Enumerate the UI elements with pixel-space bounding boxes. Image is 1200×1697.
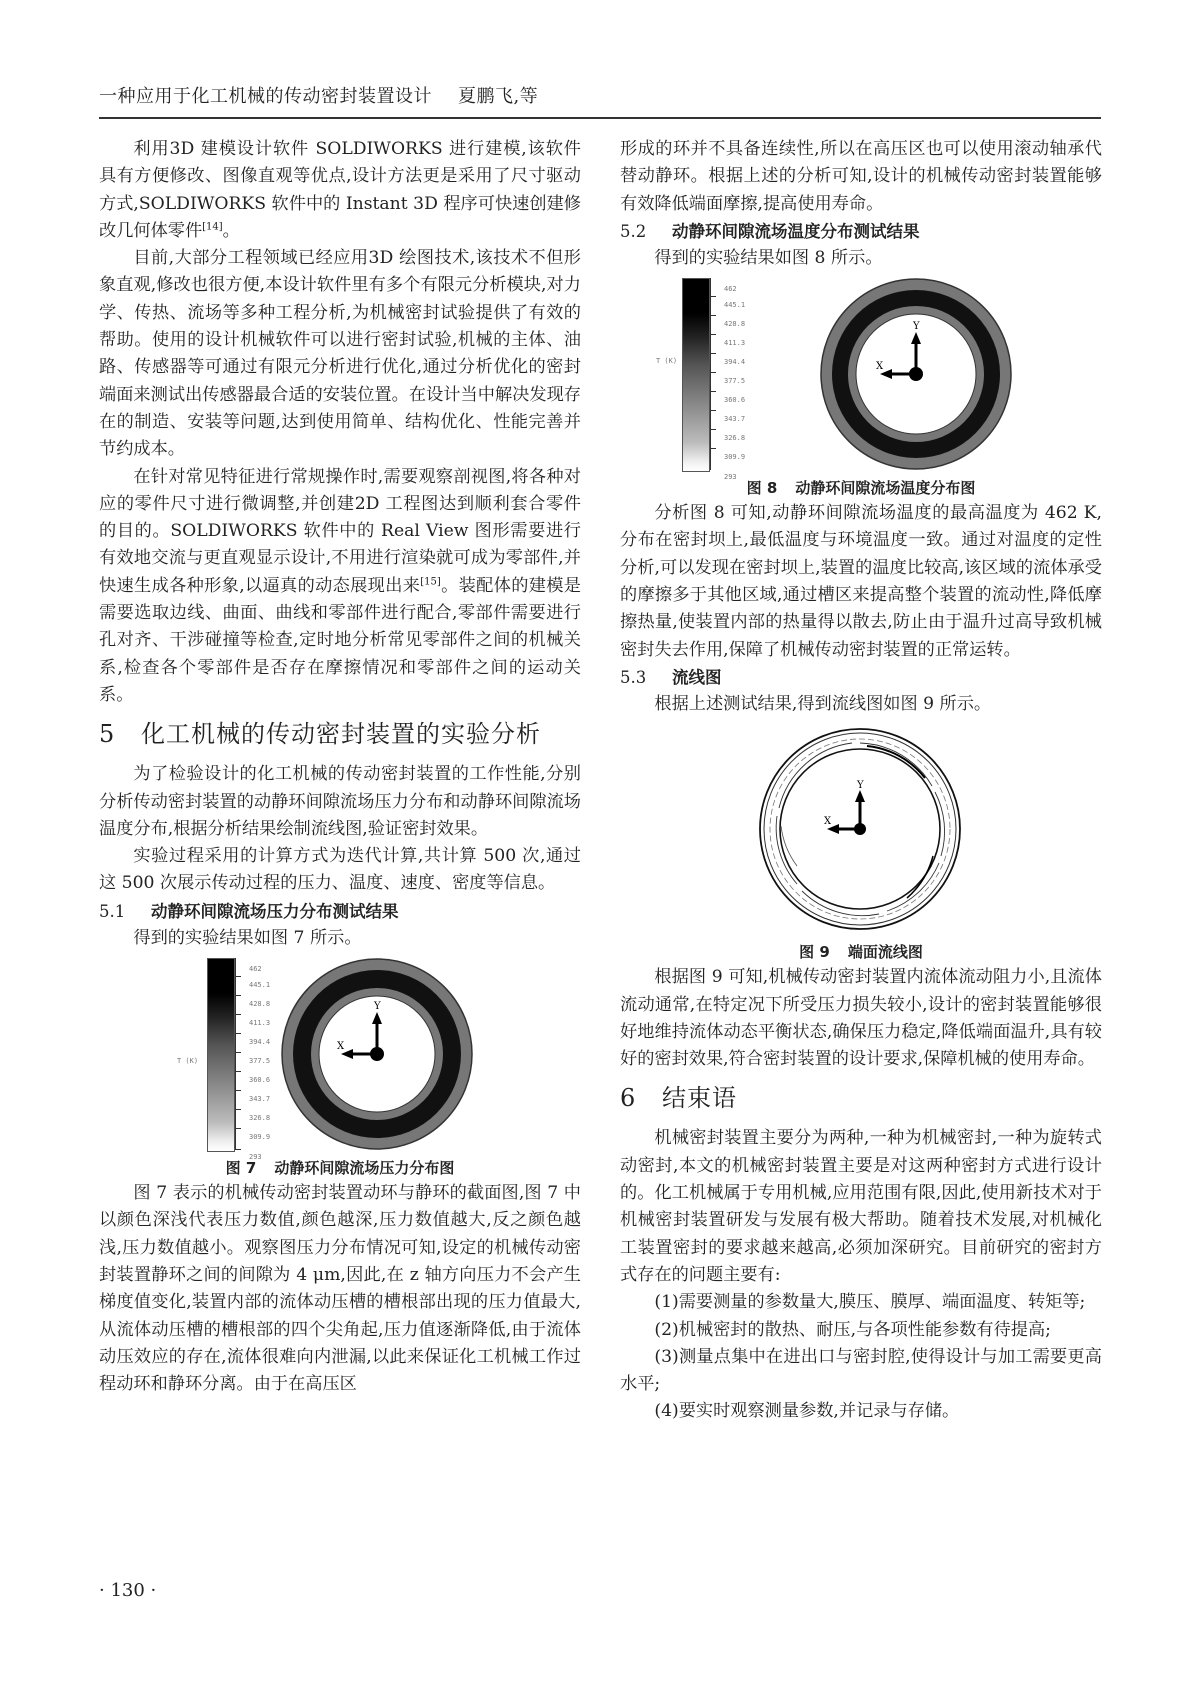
subsection-heading-5-2: 5.2 动静环间隙流场温度分布测试结果 bbox=[620, 221, 920, 241]
figure-9 bbox=[620, 722, 1102, 936]
paragraph: 图 7 表示的机械传动密封装置动环与静环的截面图,图 7 中以颜色深浅代表压力数值,颜色越深,压力数值越大,反之颜色越浅,压力数值越小。观察图压力分布情况可知,设定的机械传动密封装置静环之间的间隙为 4 μm,因此,在 z 轴方向压力不会产生梯度值变化,装置内部的流体动压槽的槽根部出现的压力值最大,从流体动压槽的槽根部的四个尖角起,压力值逐渐降低,由于流体动压效应的存在,流体很难向内泄漏,以此来保证化工机械工作过程动环和静环分离。由于在高压区 bbox=[99, 1183, 581, 1395]
paragraph: 得到的实验结果如图 8 所示。 bbox=[654, 247, 883, 268]
svg-text:Y: Y bbox=[857, 780, 864, 792]
subsection-heading-5-1: 5.1 动静环间隙流场压力分布测试结果 bbox=[99, 901, 399, 921]
list-item: (1)需要测量的参数量大,膜压、膜厚、端面温度、转矩等; bbox=[654, 1292, 1086, 1313]
citation-ref[interactable]: [15] bbox=[420, 576, 441, 588]
subsection-heading-5-3: 5.3 流线图 bbox=[620, 667, 722, 687]
seal-ring-pressure-plot bbox=[279, 956, 475, 1152]
list-item: (2)机械密封的散热、耐压,与各项性能参数有待提高; bbox=[654, 1319, 1051, 1340]
paragraph: 在针对常见特征进行常规操作时,需要观察剖视图,将各种对应的零件尺寸进行微调整,并创建2D 工程图达到顺利套合零件的目的。SOLDIWORKS 软件中的 Real View 图形需要进行有效地交流与更直观显示设计,不用进行渲染就可成为零部件,并快速生成各种形象,以逼真的动态展现出来[15]。装配体的建模是需要选取边线、曲面、曲线和零部件进行配合,零部件需要进行孔对齐、干涉碰撞等检查,定时地分析常见零部件之间的机械关系,检查各个零部件是否存在摩擦情况和零部件之间的运动关系。 bbox=[99, 466, 581, 705]
svg-text:Y: Y bbox=[913, 321, 920, 333]
paragraph: 机械密封装置主要分为两种,一种为机械密封,一种为旋转式动密封,本文的机械密封装置主要是对这两种密封方式进行设计的。化工机械属于专用机械,应用范围有限,因此,使用新技术对于机械密封装置研发与发展有极大帮助。随着技术发展,对机械化工装置密封的要求越来越高,必须加深研究。目前研究的密封方式存在的问题主要有: bbox=[620, 1128, 1102, 1285]
left-column bbox=[99, 136, 581, 1398]
citation-ref[interactable]: [14] bbox=[202, 221, 223, 233]
colorbar-gradient bbox=[682, 278, 710, 472]
paragraph: 利用3D 建模设计软件 SOLDIWORKS 进行建模,该软件具有方便修改、图像直观等优点,设计方法更是采用了尺寸驱动方式,SOLDIWORKS 软件中的 Instant 3D 程序可快速创建修改几何体零件[14]。 bbox=[99, 139, 581, 241]
article-title: 一种应用于化工机械的传动密封装置设计 bbox=[99, 86, 432, 107]
svg-text:X: X bbox=[337, 1041, 345, 1053]
paragraph: 得到的实验结果如图 7 所示。 bbox=[133, 927, 362, 948]
paragraph: 根据图 9 可知,机械传动密封装置内流体流动阻力小,且流体流动通常,在特定况下所受压力损失较小,设计的密封装置能够很好地维持流体动态平衡状态,确保压力稳定,降低端面温升,具有较好的密封效果,符合密封装置的设计要求,保障机械的使用寿命。 bbox=[620, 967, 1102, 1070]
paragraph: 目前,大部分工程领域已经应用3D 绘图技术,该技术不但形象直观,修改也很方便,本设计软件里有多个有限元分析模块,对力学、传热、流场等多种工程分析,为机械密封试验提供了有效的帮助。使用的设计机械软件可以进行密封试验,机械的主体、油路、传感器等可通过有限元分析进行优化,通过分析优化的密封端面来测试出传感器最合适的安装位置。在设计当中解决发现存在的制造、安装等问题,达到使用简单、结构优化、性能完善并节约成本。 bbox=[99, 248, 581, 460]
colorbar-gradient bbox=[207, 958, 235, 1152]
list-item: (4)要实时观察测量参数,并记录与存储。 bbox=[654, 1401, 960, 1422]
paragraph: 形成的环并不具备连续性,所以在高压区也可以使用滚动轴承代替动静环。根据上述的分析可知,设计的机械传动密封装置能够有效降低端面摩擦,提高使用寿命。 bbox=[620, 139, 1102, 214]
figure-8: T (K) 462 445.1 428.8 411.3 394.4 377.5 360.6 343.7 326.8 309.9 293 Y X bbox=[620, 276, 1102, 472]
right-column bbox=[620, 136, 1102, 1426]
svg-text:X: X bbox=[876, 361, 884, 373]
paragraph: 分析图 8 可知,动静环间隙流场温度的最高温度为 462 K,分布在密封坝上,最低温度与环境温度一致。通过对温度的定性分析,可以发现在密封坝上,装置的温度比较高,该区域的流体承受的摩擦多于其他区域,通过槽区来提高整个装置的流动性,降低摩擦热量,使装置内部的热量得以散去,防止由于温升过高导致机械密封失去作用,保障了机械传动密封装置的正常运转。 bbox=[620, 503, 1102, 660]
figure-7: T (K) 462 445.1 428.8 411.3 394.4 377.5 360.6 343.7 326.8 309.9 293 Y X bbox=[99, 956, 581, 1152]
problem-list bbox=[620, 1289, 1102, 1425]
svg-text:X: X bbox=[824, 816, 832, 828]
figure-7-caption: 图 7 动静环间隙流场压力分布图 bbox=[225, 1159, 455, 1178]
figure-8-caption: 图 8 动静环间隙流场温度分布图 bbox=[746, 479, 976, 498]
paragraph: 为了检验设计的化工机械的传动密封装置的工作性能,分别分析传动密封装置的动静环间隙流场压力分布和动静环间隙流场温度分布,根据分析结果绘制流线图,验证密封效果。 bbox=[99, 764, 581, 839]
paragraph: 根据上述测试结果,得到流线图如图 9 所示。 bbox=[654, 693, 992, 714]
header-rule bbox=[99, 117, 1101, 119]
section-heading-6: 6 结束语 bbox=[620, 1084, 737, 1113]
streamline-plot bbox=[757, 726, 963, 932]
paragraph: 实验过程采用的计算方式为迭代计算,共计算 500 次,通过这 500 次展示传动过程的压力、温度、速度、密度等信息。 bbox=[99, 846, 581, 894]
running-header bbox=[99, 82, 538, 108]
svg-text:Y: Y bbox=[374, 1001, 381, 1013]
section-heading-5: 5 化工机械的传动密封装置的实验分析 bbox=[99, 720, 541, 749]
article-authors: 夏鹏飞,等 bbox=[458, 86, 539, 107]
seal-ring-temperature-plot bbox=[818, 276, 1014, 472]
page-number: · 130 · bbox=[99, 1580, 157, 1601]
figure-9-caption: 图 9 端面流线图 bbox=[799, 943, 923, 962]
list-item: (3)测量点集中在进出口与密封腔,使得设计与加工需要更高水平; bbox=[620, 1346, 1102, 1395]
